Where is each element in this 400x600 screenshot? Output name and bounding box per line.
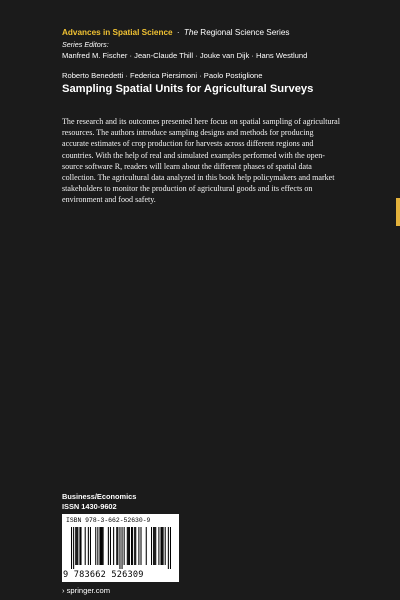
barcode-bar (79, 527, 80, 565)
barcode-bar (99, 527, 100, 565)
book-description: The research and its outcomes presented here focus on spatial sampling of agricultural resources. The authors introduce sampling designs and methods for producing accurate estimates of crop production for harvests across different regions and countries. With the help of real and simulated examples performed with the open-source software R, readers will learn about the different phases of spatial data collection. The agricultural data analyzed in this book help policymakers and market stakeholders to monitor the production of agricultural goods and its effects on environment and food safety. (62, 117, 340, 205)
series-editors-label: Series Editors: (62, 40, 109, 49)
barcode-bar (119, 527, 120, 569)
barcode-bar (158, 527, 159, 565)
barcode-bar (88, 527, 89, 565)
barcode-bar (71, 527, 72, 569)
subseries-name: Regional Science Series (198, 28, 290, 37)
barcode-panel (62, 514, 179, 582)
barcode-bar (162, 527, 163, 565)
barcode-bar (100, 527, 101, 565)
barcode-bar (102, 527, 103, 565)
barcode-bar (76, 527, 77, 565)
barcode-bar (116, 527, 117, 565)
barcode-bar (129, 527, 130, 565)
series-name: Advances in Spatial Science (62, 28, 173, 37)
book-title: Sampling Spatial Units for Agricultural Surveys (62, 83, 314, 95)
barcode-bar (154, 527, 155, 565)
barcode-bar (122, 527, 123, 569)
barcode-bar (134, 527, 135, 565)
barcode-bar (77, 527, 78, 565)
barcode-bar (128, 527, 129, 565)
book-authors: Roberto Benedetti · Federica Piersimoni · Paolo Postiglione (62, 71, 263, 80)
barcode-bar (97, 527, 98, 565)
barcode-bar (163, 527, 164, 565)
barcode-bar (95, 527, 96, 565)
barcode-bar (80, 527, 81, 565)
barcode-bar (124, 527, 125, 565)
edge-color-mark (396, 198, 400, 226)
series-editors-list: Manfred M. Fischer · Jean-Claude Thill · Jouke van Dijk · Hans Westlund (62, 51, 308, 60)
barcode-bar (85, 527, 86, 565)
barcode-bar (153, 527, 154, 565)
barcode-bar (113, 527, 114, 565)
subseries-article: The (183, 28, 198, 37)
series-line (62, 27, 289, 38)
barcode-bar (127, 527, 128, 565)
springer-link[interactable]: › springer.com (62, 586, 111, 595)
barcode-bar (135, 527, 136, 565)
isbn-label: ISBN 978-3-662-52630-9 (66, 517, 151, 524)
barcode-bar (170, 527, 171, 569)
barcode-bar (117, 527, 118, 565)
barcode-bar (165, 527, 166, 565)
barcode-bar (132, 527, 133, 565)
barcode-bar (155, 527, 156, 565)
barcode-bar (146, 527, 147, 565)
barcode-bar (75, 527, 76, 565)
barcode-bar (90, 527, 91, 565)
barcode-bar (140, 527, 141, 565)
barcode-bar (160, 527, 161, 565)
barcode-bar (138, 527, 139, 565)
barcode-number: 9 783662 526309 (63, 570, 144, 580)
issn-label: ISSN 1430-9602 (62, 502, 117, 511)
subject-category: Business/Economics (62, 492, 137, 501)
series-separator: · (176, 28, 180, 37)
barcode-bar (108, 527, 109, 565)
barcode-bar (168, 527, 169, 569)
barcode-bar (110, 527, 111, 565)
barcode-graphic (71, 527, 171, 569)
barcode-bar (103, 527, 104, 565)
barcode-bar (73, 527, 74, 569)
barcode-bar (151, 527, 152, 565)
barcode-bar (131, 527, 132, 565)
